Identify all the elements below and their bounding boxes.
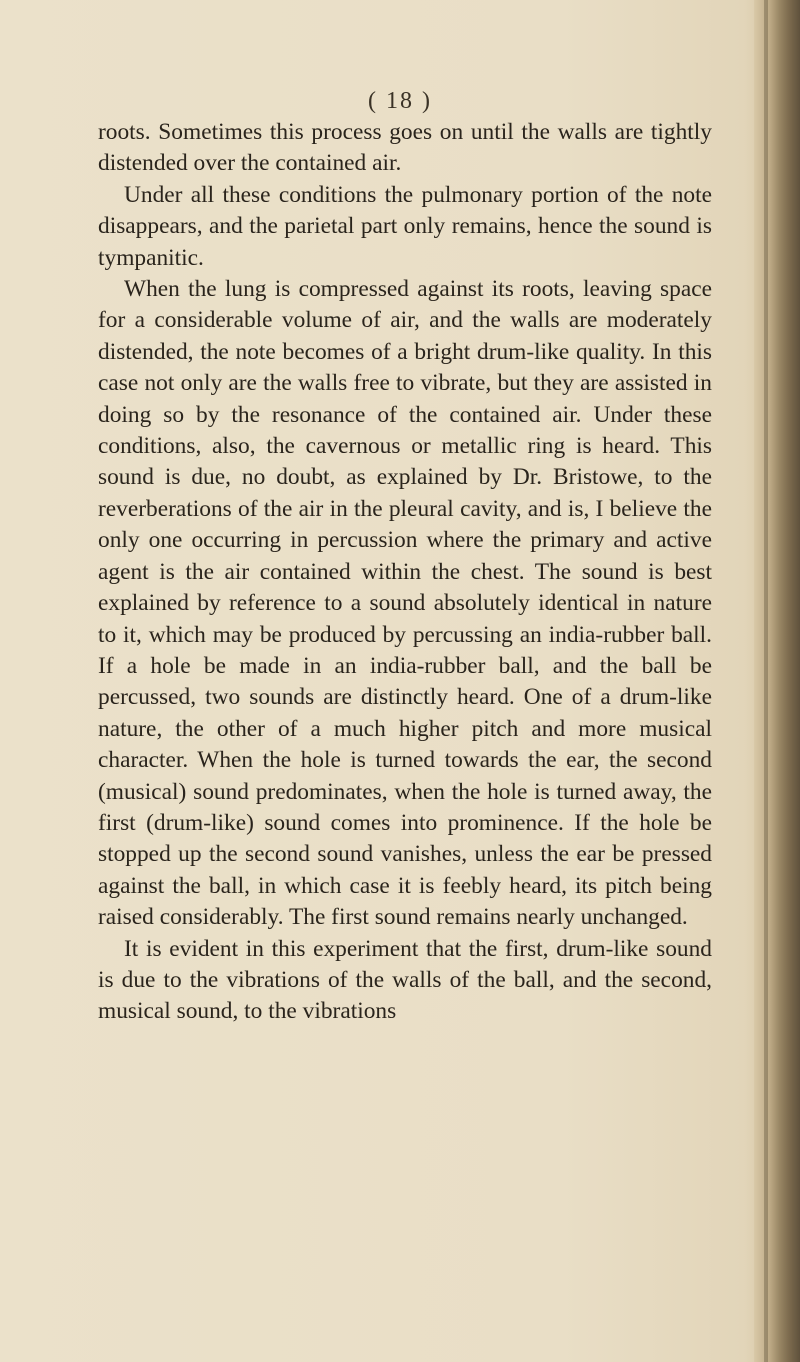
body-text [98,117,712,1028]
paragraph: It is evident in this experiment that the first, drum-like sound is due to the vibrations of the walls of the ball, and the second, musical sound, to the vibrations [98,935,712,1025]
paragraph: Under all these conditions the pulmonary portion of the note disappears, and the parietal part only remains, hence the sound is tympanitic. [98,181,712,271]
page-number: ( 18 ) [368,88,432,114]
paragraph-continuation: roots. Sometimes this process goes on until the walls are tightly distended over the contained air. [98,119,712,177]
paragraph: When the lung is compressed against its roots, leaving space for a considerable volume of air, and the walls are moderately distended, the note becomes of a bright drum-like quality. In this case not only are the walls free to vibrate, but they are assisted in doing so by the resonance of the contained air. Under these conditions, also, the cavernous or metallic ring is heard. This sound is due, no doubt, as explained by Dr. Bristowe, to the reverberations of the air in the pleural cavity, and is, I believe the only one occurring in percussion where the primary and active agent is the air contained within the chest. The sound is best explained by reference to a sound absolutely identical in nature to it, which may be produced by percussing an india-rubber ball. If a hole be made in an india-rubber ball, and the ball be percussed, two sounds are distinctly heard. One of a drum-like nature, the other of a much higher pitch and more musical character. When the hole is turned towards the ear, the second (musical) sound predominates, when the hole is turned away, the first (drum-like) sound comes into prominence. If the hole be stopped up the second sound vanishes, unless the ear be pressed against the ball, in which case it is feebly heard, its pitch being raised considerably. The first sound remains nearly unchanged. [98,276,712,931]
page-edge-shadow [754,0,800,1362]
